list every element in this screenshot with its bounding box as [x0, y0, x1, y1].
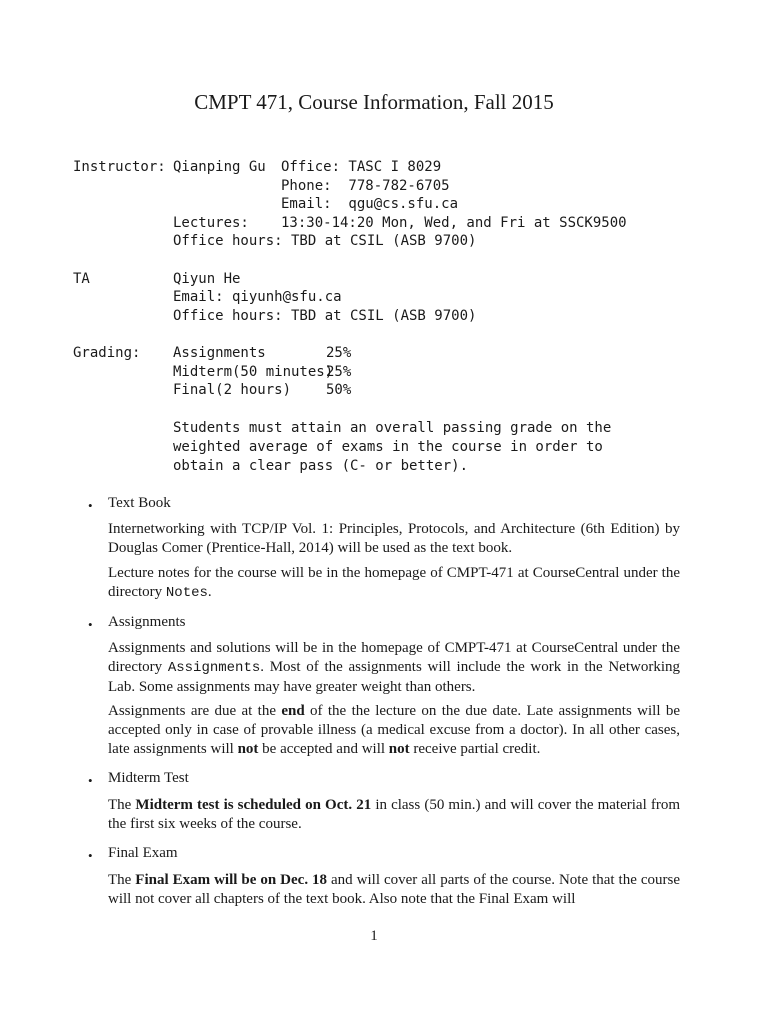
instructor-label: Instructor: — [73, 159, 166, 175]
section-heading-assignments: Assignments — [108, 614, 186, 630]
instructor-name: Qianping Gu — [173, 159, 266, 175]
assignments-directory: Assignments — [167, 660, 261, 676]
instructor-email: Email: qgu@cs.sfu.ca — [281, 196, 459, 213]
section-heading-textbook: Text Book — [108, 495, 171, 511]
textbook-paragraph: Internetworking with TCP/IP Vol. 1: Principles, Protocols, and Architecture (6th Edition) by Douglas Comer (Prentice-Hall, 2014) will be used as the text book. — [108, 521, 680, 556]
grading-weight: 50% — [326, 382, 352, 399]
ta-label: TA — [73, 270, 90, 287]
lectures-label: Lectures: — [173, 214, 249, 231]
bullet-icon: • — [88, 617, 93, 632]
ta-office-hours: Office hours: TBD at CSIL (ASB 9700) — [173, 307, 477, 324]
grading-item: Assignments — [173, 345, 266, 361]
instructor-office: Office: TASC I 8029 — [281, 159, 442, 175]
final-exam-paragraph: The Final Exam will be on Dec. 18 and will cover all parts of the course. Note that the course will not cover all chapters of the text book. Also note that the Final Exam will — [108, 872, 680, 907]
bullet-icon: • — [88, 848, 93, 863]
grading-item: Midterm(50 minutes) — [173, 363, 334, 380]
lecture-notes-paragraph: Lecture notes for the course will be in the homepage of CMPT-471 at CourseCentral under the directory Notes. — [108, 565, 680, 601]
section-heading-midterm: Midterm Test — [108, 770, 189, 786]
ta-name: Qiyun He — [173, 270, 241, 287]
instructor-office-hours: Office hours: TBD at CSIL (ASB 9700) — [173, 233, 477, 250]
instructor-phone: Phone: 778-782-6705 — [281, 177, 450, 194]
bullet-icon: • — [88, 498, 93, 513]
grading-weight: 25% — [326, 345, 352, 361]
notes-directory: Notes — [165, 585, 208, 601]
grading-weight: 25% — [326, 363, 352, 380]
grading-item: Final(2 hours) — [173, 382, 292, 399]
section-heading-final: Final Exam — [108, 845, 178, 861]
ta-email: Email: qiyunh@sfu.ca — [173, 289, 342, 306]
assignments-policy-paragraph: Assignments are due at the end of the the lecture on the due date. Late assignments will be accepted only in case of provable illness (a medical excuse from a doctor). In all other cases, late assignments will not be accepted and will not receive partial credit. — [108, 703, 680, 757]
bullet-icon: • — [88, 773, 93, 788]
lectures-value: 13:30-14:20 Mon, Wed, and Fri at SSCK9500 — [281, 214, 627, 231]
page-number: 1 — [370, 928, 378, 944]
assignments-paragraph: Assignments and solutions will be in the homepage of CMPT-471 at CourseCentral under the directory Assignments. Most of the assignments will include the work in the Networking Lab. Some assignments may have greater weight than others. — [108, 640, 680, 695]
midterm-paragraph: The Midterm test is scheduled on Oct. 21 in class (50 min.) and will cover the material from the first six weeks of the course. — [108, 797, 680, 832]
pass-requirement-line: weighted average of exams in the course in order to — [173, 439, 603, 455]
pass-requirement-line: Students must attain an overall passing grade on the — [173, 420, 612, 437]
page-title: CMPT 471, Course Information, Fall 2015 — [194, 90, 554, 114]
pass-requirement-line: obtain a clear pass (C- or better). — [173, 457, 469, 474]
grading-label: Grading: — [73, 345, 141, 361]
